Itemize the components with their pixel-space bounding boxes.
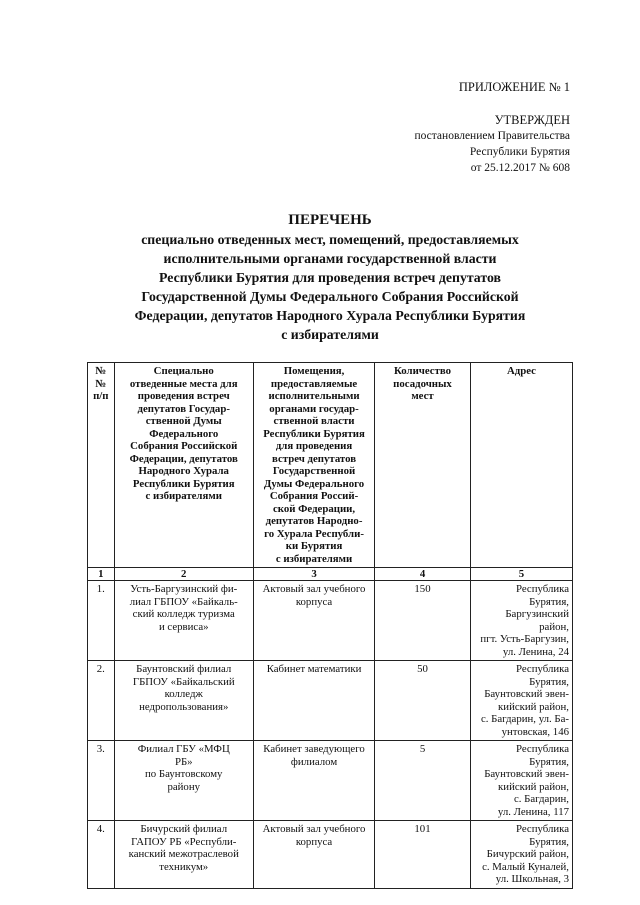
cell-line: техникум»	[159, 860, 209, 873]
cell-line: ГАПОУ РБ «Республи-	[131, 835, 237, 848]
cell-line: органами государ-	[269, 402, 359, 415]
cell-line: Собрания Российской	[130, 440, 238, 452]
cell-line: с избирателями	[145, 490, 222, 502]
cell-line: Федерации, депутатов	[129, 452, 238, 465]
table-row	[88, 581, 573, 661]
row-number: 1.	[88, 581, 115, 661]
cell-line: встреч депутатов	[272, 452, 357, 465]
cell-line: и сервиса»	[158, 620, 209, 633]
cell-line: с. Багдарин,	[513, 793, 569, 805]
document-title	[100, 210, 560, 344]
column-number: 1	[88, 568, 115, 581]
cell-line: ской Федерации,	[272, 502, 356, 515]
row-room	[253, 821, 374, 889]
row-seats: 50	[375, 661, 471, 741]
cell-line: унтовская, 146	[501, 725, 569, 738]
cell-line: корпуса	[295, 835, 333, 848]
header-place	[114, 363, 253, 568]
cell-line: Народного Хурала	[138, 465, 229, 477]
row-address	[470, 821, 572, 889]
cell-line: Количество	[393, 365, 452, 377]
table-row	[88, 741, 573, 821]
title-line: специально отведенных мест, помещений, предоставляемых	[141, 232, 519, 247]
cell-line: ул. Ленина, 24	[502, 645, 569, 658]
cell-line: Республика Бурятия,	[515, 743, 569, 768]
cell-line: Баунтовский эвен-	[484, 688, 569, 700]
cell-line: исполнительными	[268, 390, 360, 402]
cell-line: Республики Бурятия	[132, 477, 235, 490]
approved-line: постановлением Правительства	[414, 130, 570, 142]
title-line: Государственной Думы Федерального Собрания Российской	[141, 289, 519, 304]
row-seats: 101	[375, 821, 471, 889]
row-address	[470, 741, 572, 821]
header-address	[470, 363, 572, 568]
cell-line: РБ»	[174, 755, 193, 768]
row-place	[114, 581, 253, 661]
approved-line: Республики Бурятия	[469, 146, 570, 158]
cell-line: Актовый зал учебного	[262, 823, 366, 835]
cell-line: отведенные места для	[129, 377, 238, 390]
column-number: 5	[470, 568, 572, 581]
cell-line: кийский район,	[498, 700, 569, 713]
row-place	[114, 821, 253, 889]
row-number: 4.	[88, 821, 115, 889]
cell-line: Федерального	[149, 427, 219, 440]
column-number: 4	[375, 568, 471, 581]
cell-line: ственной Думы	[145, 415, 222, 427]
cell-line: Республика Бурятия,	[515, 823, 569, 848]
cell-line: филиалом	[290, 755, 338, 768]
cell-line: Кабинет заведующего	[263, 743, 365, 755]
row-number: 2.	[88, 661, 115, 741]
cell-line: Собрания Россий-	[269, 490, 359, 502]
title-main: ПЕРЕЧЕНЬ	[288, 212, 372, 228]
title-line: Федерации, депутатов Народного Хурала Республики Бурятия	[134, 308, 526, 323]
row-room	[253, 741, 374, 821]
row-address	[470, 661, 572, 741]
header-number	[88, 363, 115, 568]
cell-line: недропользования»	[139, 700, 229, 713]
cell-line: кийский район,	[498, 780, 569, 793]
row-seats: 150	[375, 581, 471, 661]
cell-line: ул. Ленина, 117	[497, 805, 569, 818]
title-line: с избирателями	[281, 327, 379, 342]
cell-line: Бичурский филиал	[140, 823, 228, 835]
table-row	[88, 821, 573, 889]
column-number: 2	[114, 568, 253, 581]
cell-line: ский колледж туризма	[132, 608, 235, 620]
cell-line: Кабинет математики	[266, 663, 362, 675]
cell-line: Помещения,	[283, 365, 345, 377]
table-header-row	[88, 363, 573, 568]
cell-line: Баргузинский район,	[505, 608, 569, 633]
cell-line: депутатов Государ-	[137, 402, 230, 415]
cell-line: Адрес	[506, 365, 536, 377]
places-table	[87, 362, 573, 889]
cell-line: Баунтовский филиал	[136, 663, 232, 675]
cell-line: Думы Федерального	[263, 477, 365, 490]
row-place	[114, 741, 253, 821]
title-line: Республики Бурятия для проведения встреч депутатов	[159, 270, 501, 285]
cell-line: корпуса	[295, 595, 333, 608]
cell-line: для проведения	[275, 440, 353, 452]
approved-title: УТВЕРЖДЕН	[494, 113, 570, 127]
title-line: исполнительными органами государственной власти	[163, 251, 497, 266]
cell-line: ГБПОУ «Байкальский	[132, 675, 235, 688]
cell-line: проведения встреч	[137, 390, 230, 402]
cell-line: посадочных	[393, 377, 452, 390]
cell-line: Усть-Баргузинский фи-	[130, 583, 238, 595]
row-address	[470, 581, 572, 661]
cell-line: депутатов Народно-	[265, 515, 363, 527]
cell-line: ки Бурятия	[285, 540, 343, 552]
cell-line: Республики Бурятия	[263, 427, 365, 440]
cell-line: лиал ГБПОУ «Байкаль-	[129, 595, 238, 608]
cell-line: колледж	[164, 688, 203, 700]
row-seats: 5	[375, 741, 471, 821]
row-place	[114, 661, 253, 741]
cell-line: пгт. Усть-Баргузин,	[480, 633, 569, 645]
row-room	[253, 661, 374, 741]
cell-line: №№	[95, 365, 107, 390]
cell-line: Государственной	[272, 465, 356, 477]
cell-line: канский межотраслевой	[128, 848, 239, 860]
column-number: 3	[253, 568, 374, 581]
cell-line: Республика Бурятия,	[515, 663, 569, 688]
cell-line: Специально	[153, 365, 214, 377]
cell-line: с. Багдарин, ул. Ба-	[480, 713, 569, 725]
cell-line: п/п	[93, 390, 109, 402]
cell-line: с избирателями	[275, 552, 353, 565]
approval-block	[414, 112, 570, 176]
column-number-row	[88, 568, 573, 581]
row-room	[253, 581, 374, 661]
cell-line: по Баунтовскому	[145, 768, 223, 780]
header-seats	[375, 363, 471, 568]
cell-line: Республика Бурятия,	[515, 583, 569, 608]
cell-line: предоставляемые	[270, 377, 358, 390]
cell-line: с. Малый Куналей,	[482, 860, 569, 873]
cell-line: мест	[411, 390, 434, 402]
cell-line: ул. Школьная, 3	[495, 873, 569, 885]
cell-line: Филиал ГБУ «МФЦ	[137, 743, 230, 755]
cell-line: Баунтовский эвен-	[484, 768, 569, 780]
row-number: 3.	[88, 741, 115, 821]
appendix-label: ПРИЛОЖЕНИЕ № 1	[458, 80, 570, 94]
table-row	[88, 661, 573, 741]
cell-line: го Хурала Республи-	[264, 527, 364, 540]
cell-line: Бичурский район,	[486, 848, 569, 860]
cell-line: Актовый зал учебного	[262, 583, 366, 595]
cell-line: району	[167, 780, 201, 793]
cell-line: ственной власти	[273, 415, 355, 427]
approved-line: от 25.12.2017 № 608	[470, 162, 570, 174]
header-room	[253, 363, 374, 568]
